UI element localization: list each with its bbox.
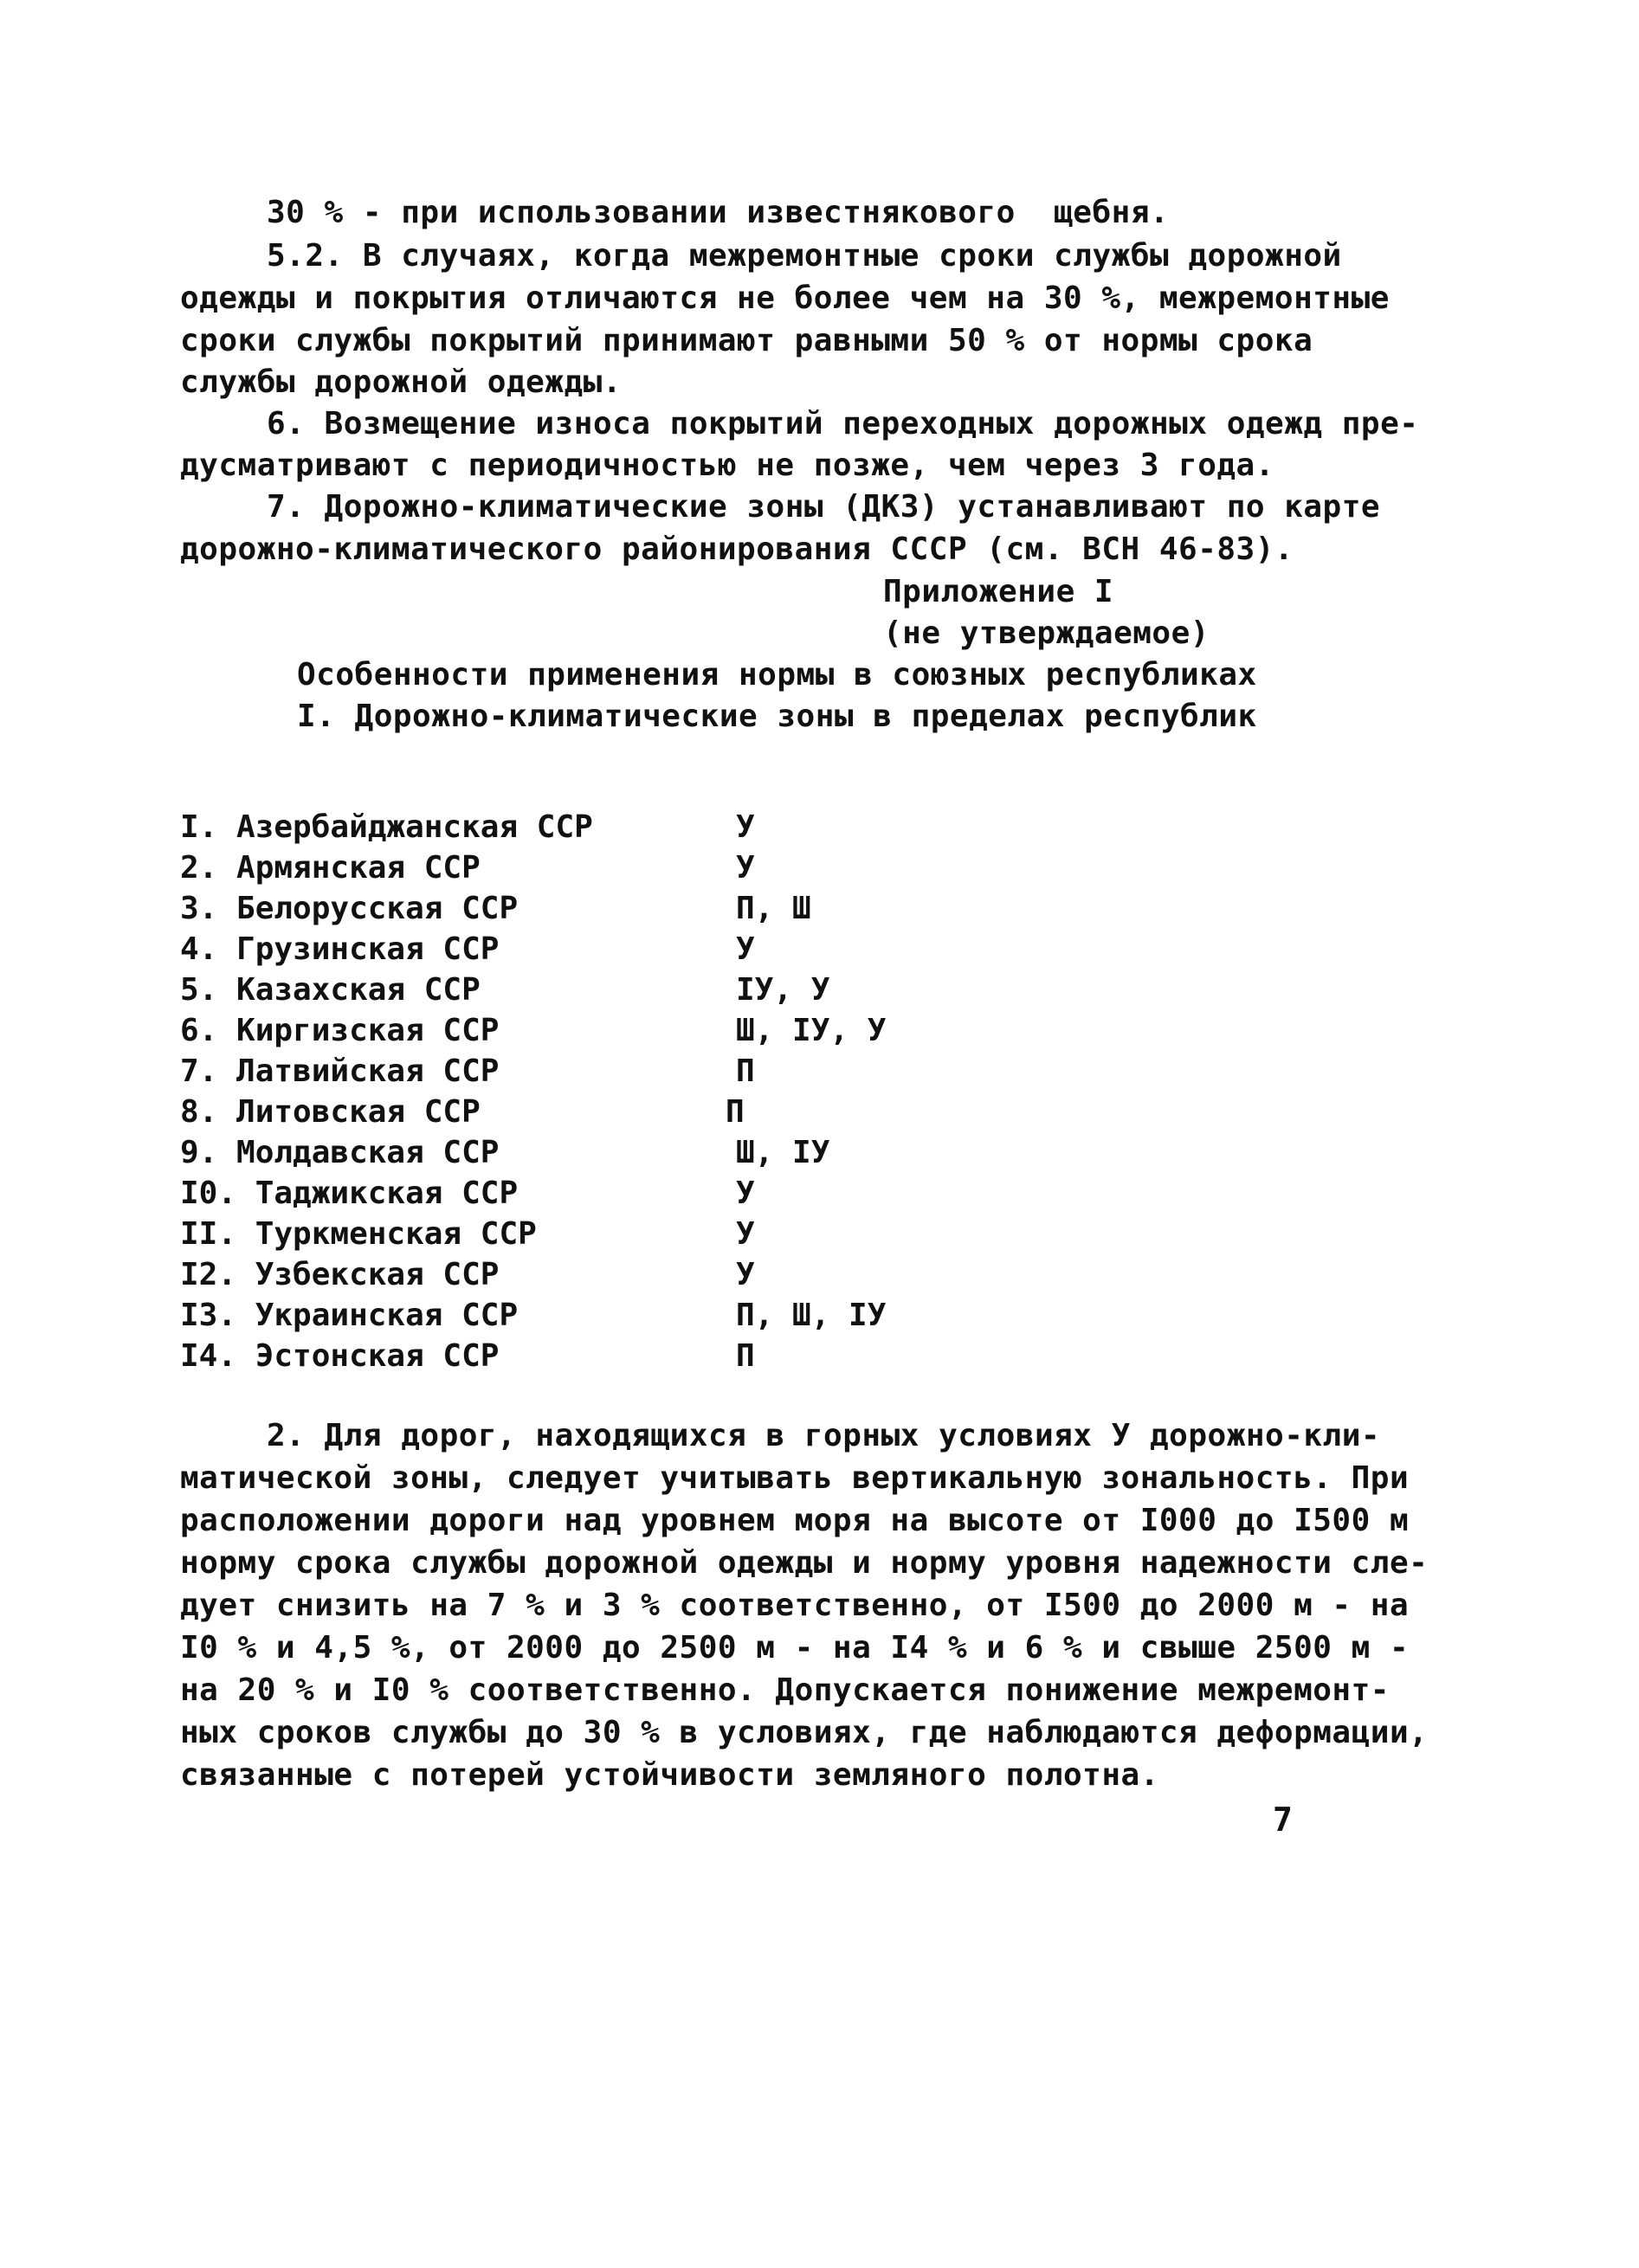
paragraph-line: 5.2. В случаях, когда межремонтные сроки службы дорожной — [267, 238, 1342, 274]
paragraph-line: расположении дороги над уровнем моря на высоте от I000 до I500 м — [180, 1503, 1410, 1538]
republic-name: 3. Белорусская ССР — [180, 891, 519, 926]
paragraph-line: одежды и покрытия отличаются не более чем на 30 %, межремонтные — [180, 280, 1390, 316]
paragraph-line: дусматривают с периодичностью не позже, чем через 3 года. — [180, 448, 1274, 483]
republic-name: I2. Узбекская ССР — [180, 1257, 500, 1292]
zone-value: П, Ш, IУ — [736, 1298, 887, 1333]
paragraph-line: дует снизить на 7 % и 3 % соответственно, от I500 до 2000 м - на — [180, 1588, 1410, 1623]
paragraph-line: 6. Возмещение износа покрытий переходных дорожных одежд пре- — [267, 406, 1419, 441]
paragraph-line: норму срока службы дорожной одежды и норму уровня надежности сле- — [180, 1545, 1429, 1581]
list-item — [0, 929, 1639, 970]
paragraph-line: 30 % - при использовании известнякового щебня. — [267, 195, 1170, 230]
list-item — [0, 1010, 1639, 1052]
republic-name: I3. Украинская ССР — [180, 1298, 519, 1333]
republic-name: I. Азербайджанская ССР — [180, 809, 593, 845]
paragraph-line: сроки службы покрытий принимают равными 50 % от нормы срока — [180, 323, 1313, 358]
section-subtitle: I. Дорожно-климатические зоны в пределах республик — [297, 699, 1257, 734]
republic-name: 6. Киргизская ССР — [180, 1013, 500, 1048]
list-item — [0, 807, 1639, 848]
republic-name: 5. Казахская ССР — [180, 972, 481, 1008]
paragraph-line: дорожно-климатического районирования СССР (см. ВСН 46-83). — [180, 532, 1294, 567]
republic-name: I4. Эстонская ССР — [180, 1338, 500, 1374]
list-item — [0, 1214, 1639, 1255]
zone-value: Ш, IУ, У — [736, 1013, 887, 1048]
paragraph-line: связанные с потерей устойчивости земляного полотна. — [180, 1757, 1159, 1793]
paragraph-line: 2. Для дорог, находящихся в горных условиях У дорожно-кли- — [267, 1418, 1381, 1453]
appendix-label: Приложение I — [883, 574, 1114, 609]
zone-value: У — [736, 1216, 755, 1252]
page-number: 7 — [1273, 1801, 1293, 1839]
list-item — [0, 970, 1639, 1011]
republic-name: II. Туркменская ССР — [180, 1216, 537, 1252]
republic-name: 7. Латвийская ССР — [180, 1053, 500, 1089]
paragraph-line: на 20 % и I0 % соответственно. Допускается понижение межремонт- — [180, 1672, 1390, 1708]
republic-name: I0. Таджикская ССР — [180, 1176, 519, 1211]
zone-value: П — [726, 1094, 745, 1130]
appendix-status: (не утверждаемое) — [883, 615, 1210, 651]
list-item — [0, 888, 1639, 930]
paragraph-line: службы дорожной одежды. — [180, 364, 622, 400]
republic-name: 2. Армянская ССР — [180, 850, 481, 886]
list-item — [0, 1295, 1639, 1337]
list-item — [0, 1132, 1639, 1174]
zone-value: У — [736, 809, 755, 845]
list-item — [0, 847, 1639, 889]
list-item — [0, 1092, 1639, 1133]
zone-value: П — [736, 1338, 755, 1374]
zone-value: У — [736, 850, 755, 886]
zone-value: П — [736, 1053, 755, 1089]
paragraph-line: I0 % и 4,5 %, от 2000 до 2500 м - на I4 % и 6 % и свыше 2500 м - — [180, 1630, 1410, 1666]
zone-value: У — [736, 931, 755, 967]
paragraph-line: матической зоны, следует учитывать вертикальную зональность. При — [180, 1460, 1410, 1496]
paragraph-line: 7. Дорожно-климатические зоны (ДКЗ) устанавливают по карте — [267, 489, 1381, 525]
zone-value: IУ, У — [736, 972, 830, 1008]
zone-value: У — [736, 1257, 755, 1292]
section-title: Особенности применения нормы в союзных республиках — [297, 657, 1257, 693]
list-item — [0, 1173, 1639, 1215]
republic-name: 8. Литовская ССР — [180, 1094, 481, 1130]
republic-name: 9. Молдавская ССР — [180, 1135, 500, 1170]
republic-name: 4. Грузинская ССР — [180, 931, 500, 967]
list-item — [0, 1336, 1639, 1377]
list-item — [0, 1254, 1639, 1296]
paragraph-line: ных сроков службы до 30 % в условиях, где наблюдаются деформации, — [180, 1715, 1429, 1750]
zone-value: П, Ш — [736, 891, 811, 926]
zone-value: Ш, IУ — [736, 1135, 830, 1170]
list-item — [0, 1051, 1639, 1092]
zone-value: У — [736, 1176, 755, 1211]
